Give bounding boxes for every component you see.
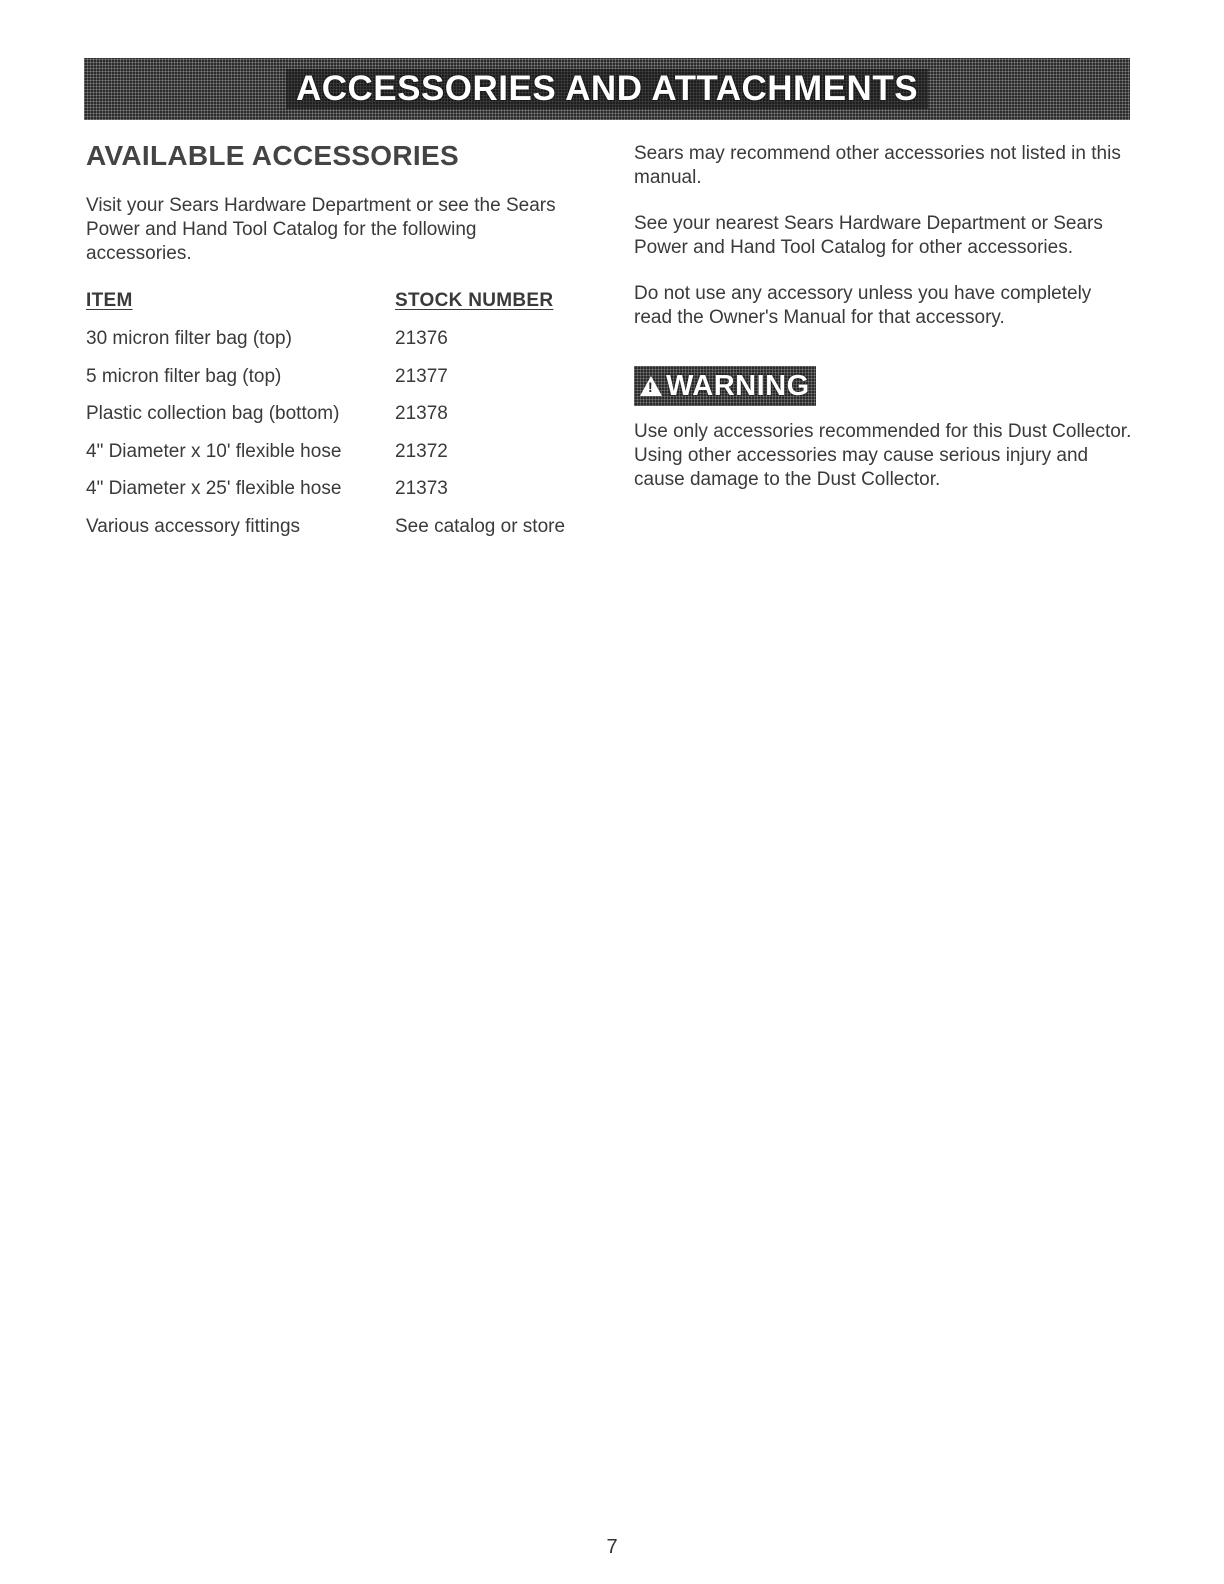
table-row xyxy=(86,441,586,479)
warning-text: Use only accessories recommended for this Dust Collector. Using other accessories may cause serious injury and cause damage to the Dust Collector. xyxy=(634,421,1132,490)
stock-number-cell: 21378 xyxy=(395,403,448,424)
stock-number-cell: 21373 xyxy=(395,478,448,499)
table-row xyxy=(86,328,586,366)
item-cell: Plastic collection bag (bottom) xyxy=(86,403,340,424)
warning-label xyxy=(634,366,816,406)
recommendation-paragraph: Sears may recommend other accessories not listed in this manual. xyxy=(634,143,1121,188)
table-row xyxy=(86,516,586,554)
stock-number-cell: 21377 xyxy=(395,365,448,387)
banner-title: ACCESSORIES AND ATTACHMENTS xyxy=(286,69,928,109)
catalog-paragraph: See your nearest Sears Hardware Department or Sears Power and Hand Tool Catalog for other accessories. xyxy=(634,213,1103,258)
stock-number-cell: 21376 xyxy=(395,328,448,349)
stock-number-cell: 21372 xyxy=(395,440,448,462)
table-row xyxy=(86,366,586,404)
section-heading: AVAILABLE ACCESSORIES xyxy=(86,140,459,171)
intro-paragraph: Visit your Sears Hardware Department or see the Sears Power and Hand Tool Catalog for the following accessories. xyxy=(86,195,556,264)
table-header-row xyxy=(86,290,586,328)
stock-number-cell: See catalog or store xyxy=(395,515,566,537)
section-banner xyxy=(84,58,1130,120)
page-number: 7 xyxy=(606,1536,618,1558)
warning-triangle-icon xyxy=(640,376,662,396)
item-cell: 4" Diameter x 10' flexible hose xyxy=(86,440,342,462)
column-header-stock-number: STOCK NUMBER xyxy=(395,290,554,311)
item-cell: 30 micron filter bag (top) xyxy=(86,328,292,349)
accessories-table xyxy=(86,290,586,553)
column-header-item: ITEM xyxy=(86,290,133,311)
item-cell: 4" Diameter x 25' flexible hose xyxy=(86,478,342,499)
item-cell: 5 micron filter bag (top) xyxy=(86,365,282,387)
warning-label-text: WARNING xyxy=(666,369,810,402)
item-cell: Various accessory fittings xyxy=(86,515,301,537)
owners-manual-paragraph: Do not use any accessory unless you have completely read the Owner's Manual for that accessory. xyxy=(634,283,1092,328)
right-column xyxy=(634,142,1134,492)
left-column xyxy=(86,140,586,553)
table-row xyxy=(86,403,586,441)
table-row xyxy=(86,478,586,516)
